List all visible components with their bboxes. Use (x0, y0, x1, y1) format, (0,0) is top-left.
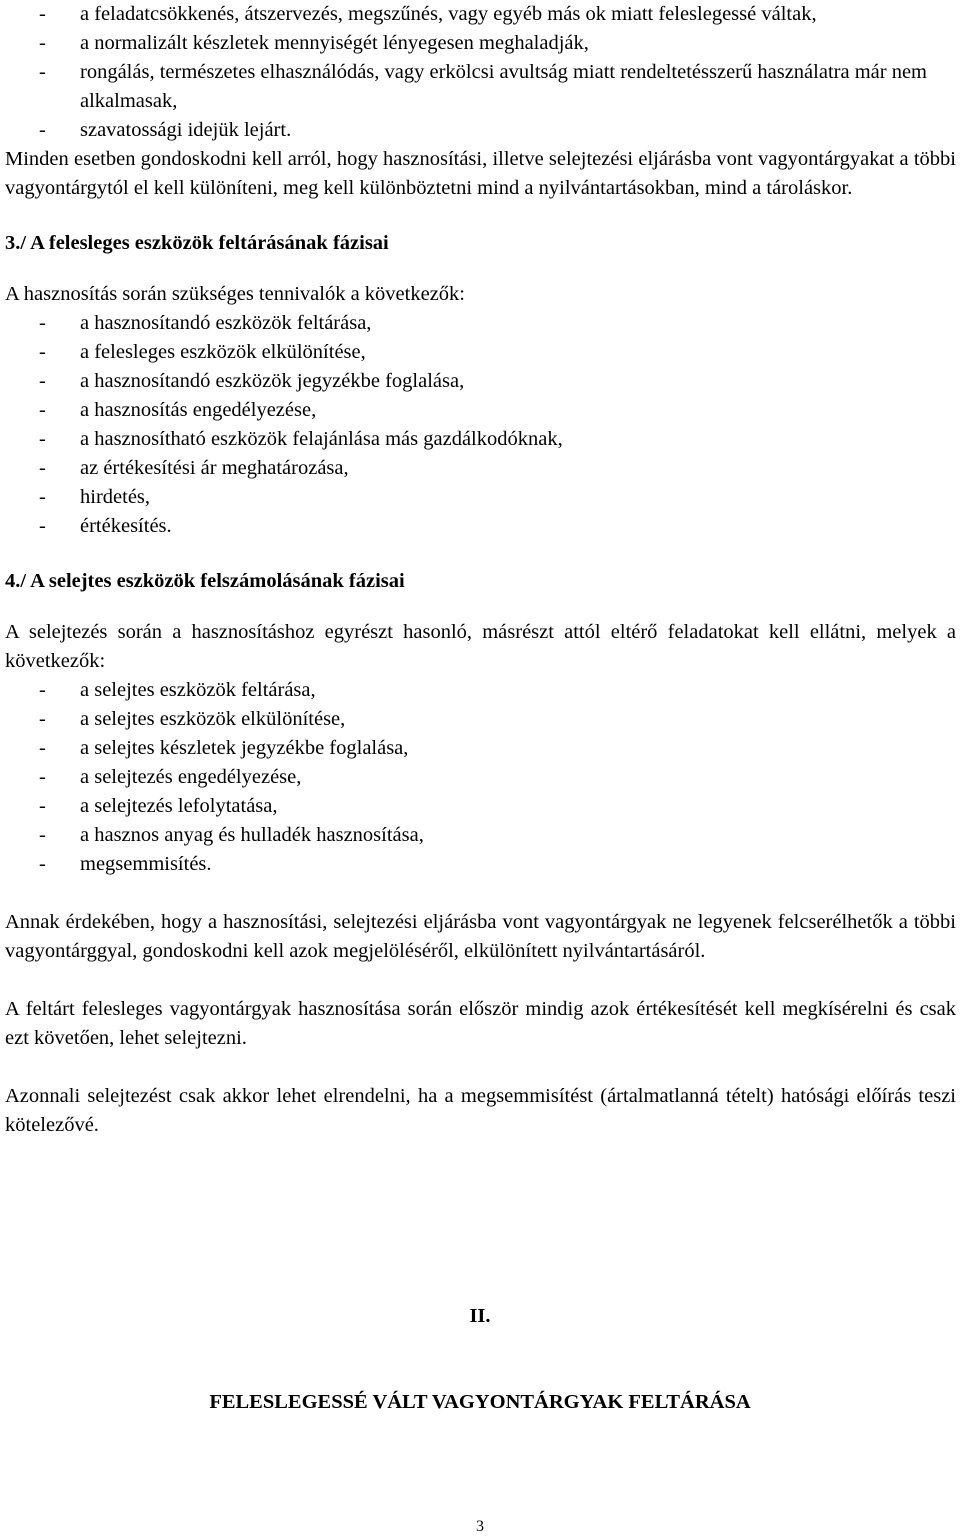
list-item: - értékesítés. (5, 512, 956, 541)
list-item: - rongálás, természetes elhasználódás, vagy erkölcsi avultság miatt rendeltetésszerű használatra már nem alkalmasak, (5, 58, 956, 116)
section-3-heading: 3./ A felesleges eszközök feltárásának fázisai (5, 232, 389, 254)
paragraph-labeling: Annak érdekében, hogy a hasznosítási, selejtezési eljárásba vont vagyontárgyak ne legyenek felcserélhetők a többi vagyontárggyal, gondoskodni kell azok megjelöléséről, elkülönített nyilvántartásáról. (5, 911, 956, 962)
list-top (5, 0, 956, 145)
list-item: - a selejtezés lefolytatása, (5, 792, 956, 821)
list-item: - a selejtes eszközök feltárása, (5, 676, 956, 705)
chapter-title: FELESLEGESSÉ VÁLT VAGYONTÁRGYAK FELTÁRÁSA (209, 1391, 751, 1413)
paragraph-sale-first: A feltárt felesleges vagyontárgyak hasznosítása során először mindig azok értékesítését kell megkísérelni és csak ezt követően, lehet selejtezni. (5, 998, 956, 1049)
list-item: - a feladatcsökkenés, átszervezés, megszűnés, vagy egyéb más ok miatt feleslegessé váltak, (5, 0, 956, 29)
section-4-intro: A selejtezés során a hasznosításhoz egyrészt hasonló, másrészt attól eltérő feladatokat kell ellátni, melyek a következők: (5, 621, 956, 672)
list-item: - szavatossági idejük lejárt. (5, 116, 956, 145)
list-item: - a selejtes eszközök elkülönítése, (5, 705, 956, 734)
list-item: - megsemmisítés. (5, 850, 956, 879)
list-item: - a selejtezés engedélyezése, (5, 763, 956, 792)
paragraph-separation: Minden esetben gondoskodni kell arról, hogy hasznosítási, illetve selejtezési eljárásba vont vagyontárgyakat a többi vagyontárgytól el kell különíteni, meg kell különböztetni mind a nyilvántartásokban, mind a tároláskor. (5, 148, 956, 199)
list-item: - a felesleges eszközök elkülönítése, (5, 338, 956, 367)
list-item: - a hasznosítandó eszközök jegyzékbe foglalása, (5, 367, 956, 396)
list-item: - a hasznos anyag és hulladék hasznosítása, (5, 821, 956, 850)
paragraph-immediate-scrapping: Azonnali selejtezést csak akkor lehet elrendelni, ha a megsemmisítést (ártalmatlanná tételt) hatósági előírás teszi kötelezővé. (5, 1085, 956, 1136)
section-3-list (5, 309, 956, 541)
section-4-list (5, 676, 956, 879)
list-item: - a hasznosítandó eszközök feltárása, (5, 309, 956, 338)
list-item: - a normalizált készletek mennyiségét lényegesen meghaladják, (5, 29, 956, 58)
list-item: - a hasznosítás engedélyezése, (5, 396, 956, 425)
section-4-heading: 4./ A selejtes eszközök felszámolásának fázisai (5, 570, 405, 592)
section-3-intro: A hasznosítás során szükséges tennivalók a következők: (5, 283, 465, 305)
document-page (5, 0, 956, 1140)
list-item: - a hasznosítható eszközök felajánlása más gazdálkodóknak, (5, 425, 956, 454)
list-item: - hirdetés, (5, 483, 956, 512)
chapter-number: II. (469, 1305, 491, 1327)
list-item: - az értékesítési ár meghatározása, (5, 454, 956, 483)
page-number: 3 (476, 1518, 484, 1535)
list-item: - a selejtes készletek jegyzékbe foglalása, (5, 734, 956, 763)
